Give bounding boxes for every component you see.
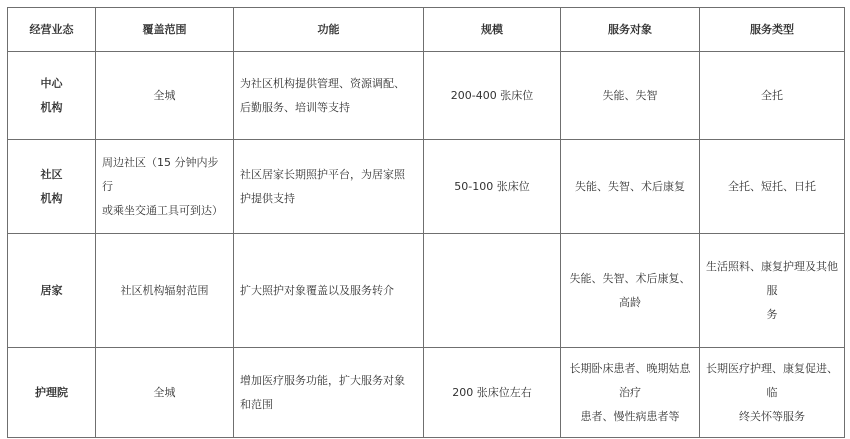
cell-line: 患者、慢性病患者等	[580, 409, 680, 423]
cell-target	[561, 52, 700, 140]
cell-line: 扩大照护对象覆盖以及服务转介	[240, 283, 394, 297]
cell-service	[700, 140, 845, 234]
table-header-row	[8, 8, 845, 52]
cell-line: 和范围	[240, 397, 273, 411]
cell-line: 为社区机构提供管理、资源调配、	[240, 76, 405, 90]
cell-line: 增加医疗服务功能，扩大服务对象	[240, 373, 405, 387]
cell-line: 高龄	[619, 295, 641, 309]
cell-coverage	[96, 234, 234, 348]
cell-type	[8, 348, 96, 438]
cell-line: 居家	[40, 283, 63, 297]
business-format-table	[7, 7, 845, 438]
cell-service	[700, 348, 845, 438]
cell-line: 全城	[153, 385, 176, 399]
cell-coverage	[96, 348, 234, 438]
cell-line: 务	[766, 307, 778, 321]
cell-line: 或乘坐交通工具可到达）	[102, 203, 223, 217]
cell-function	[234, 234, 424, 348]
cell-coverage	[96, 52, 234, 140]
cell-scale	[424, 140, 561, 234]
header-cell-service: 服务类型	[700, 8, 845, 52]
cell-type	[8, 52, 96, 140]
cell-line: 周边社区（15 分钟内步行	[102, 155, 219, 193]
cell-line: 护提供支持	[240, 191, 295, 205]
cell-line: 失能、失智、术后康复、	[569, 271, 691, 285]
cell-line: 社区机构辐射范围	[120, 283, 209, 297]
cell-line: 全城	[153, 88, 176, 102]
table-row	[8, 234, 845, 348]
cell-target	[561, 140, 700, 234]
cell-line: 200-400 张床位	[450, 88, 534, 102]
cell-function	[234, 140, 424, 234]
cell-line: 50-100 张床位	[454, 179, 530, 193]
cell-line: 生活照料、康复护理及其他服	[706, 259, 838, 297]
table-row	[8, 52, 845, 140]
cell-line: 机构	[40, 191, 63, 205]
cell-target	[561, 234, 700, 348]
cell-line: 终关怀等服务	[739, 409, 805, 423]
cell-line: 社区居家长期照护平台，为居家照	[240, 167, 405, 181]
cell-line: 后勤服务、培训等支持	[240, 100, 350, 114]
cell-scale	[424, 348, 561, 438]
cell-line: 长期卧床患者、晚期姑息治疗	[569, 361, 691, 399]
header-cell-scale: 规模	[424, 8, 561, 52]
cell-scale	[424, 52, 561, 140]
cell-service	[700, 234, 845, 348]
cell-scale	[424, 234, 561, 348]
cell-line: 中心	[40, 76, 63, 90]
cell-line: 机构	[40, 100, 63, 114]
header-cell-target: 服务对象	[561, 8, 700, 52]
cell-line: 社区	[40, 167, 63, 181]
cell-function	[234, 52, 424, 140]
cell-line: 护理院	[35, 385, 68, 399]
cell-coverage	[96, 140, 234, 234]
table-row	[8, 140, 845, 234]
cell-line: 失能、失智、术后康复	[575, 179, 685, 193]
cell-target	[561, 348, 700, 438]
cell-line: 失能、失智	[602, 88, 658, 102]
cell-line: 全托、短托、日托	[728, 179, 816, 193]
cell-line: 长期医疗护理、康复促进、临	[706, 361, 838, 399]
table-row	[8, 348, 845, 438]
header-cell-type: 经营业态	[8, 8, 96, 52]
cell-function	[234, 348, 424, 438]
cell-type	[8, 140, 96, 234]
cell-type	[8, 234, 96, 348]
cell-service	[700, 52, 845, 140]
header-cell-coverage: 覆盖范围	[96, 8, 234, 52]
header-cell-function: 功能	[234, 8, 424, 52]
cell-line: 全托	[761, 88, 783, 102]
cell-line: 200 张床位左右	[452, 385, 532, 399]
